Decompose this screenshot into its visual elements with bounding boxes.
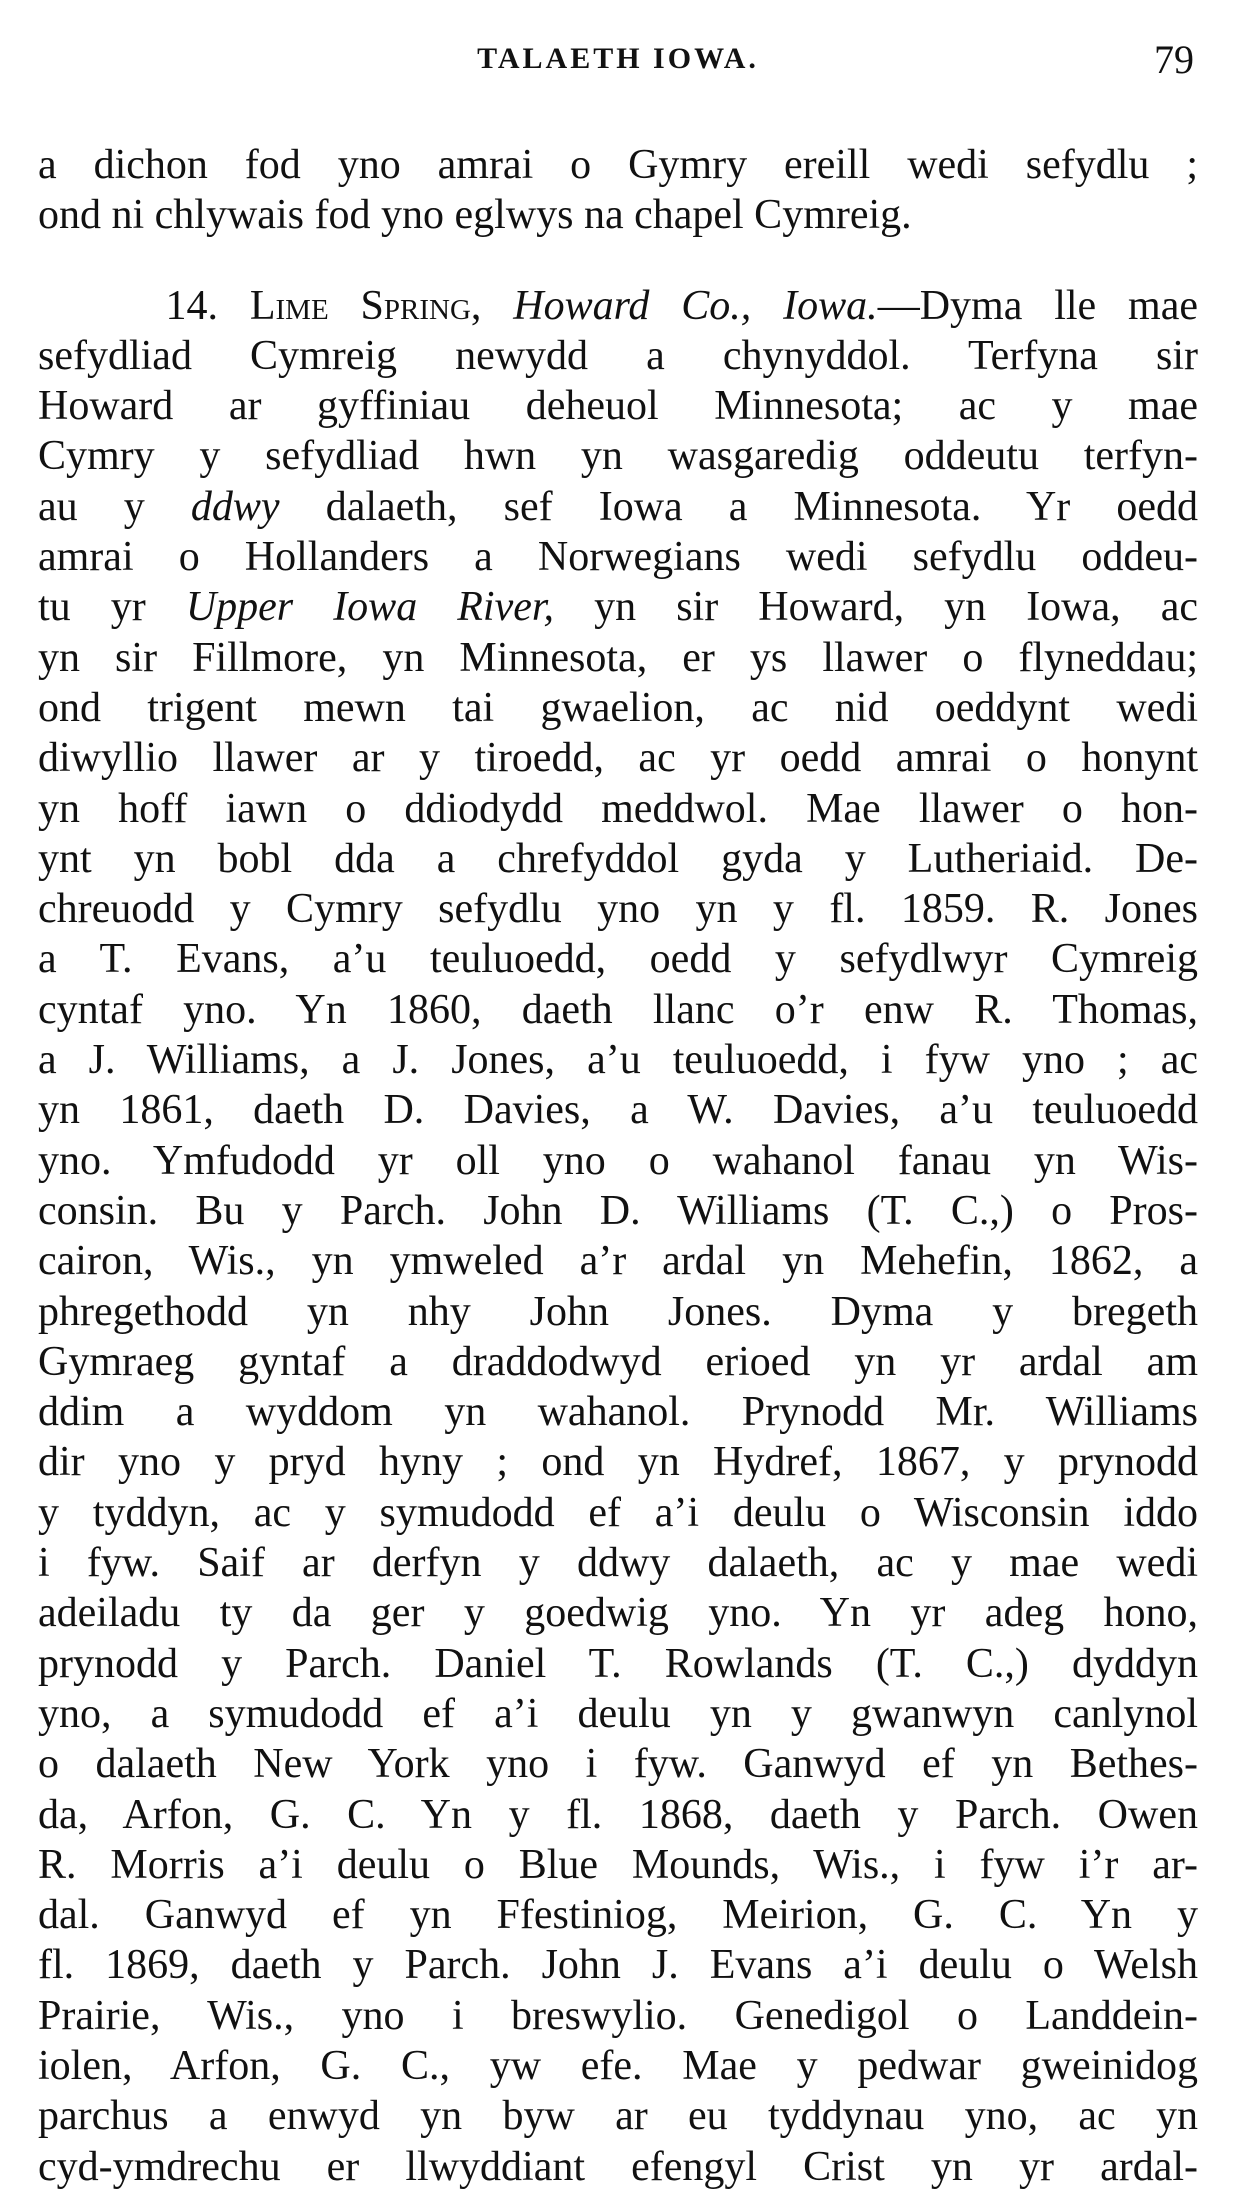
- page-number: 79: [1154, 37, 1194, 82]
- line-text: —Dyma lle mae: [877, 282, 1198, 329]
- text-line: ond ni chlywais fod yno eglwys na chapel Cymreig.: [38, 192, 912, 239]
- text-line: yno. Ymfudodd yr oll yno o wahanol fanau yn Wis-: [38, 1137, 1198, 1184]
- paragraph-lime-spring: [38, 281, 1198, 2192]
- text-line: chreuodd y Cymry sefydlu yno yn y fl. 1859. R. Jones: [38, 886, 1198, 933]
- text-line: cyntaf yno. Yn 1860, daeth llanc o’r enw R. Thomas,: [38, 986, 1198, 1033]
- text-line: yn sir Fillmore, yn Minnesota, er ys llawer o flyneddau;: [38, 634, 1198, 681]
- body-text: [38, 140, 1198, 2192]
- text-line: [38, 281, 1198, 331]
- text-line: a J. Williams, a J. Jones, a’u teuluoedd, i fyw yno ; ac: [38, 1037, 1198, 1084]
- page-header: [38, 30, 1198, 90]
- county-name: Howard Co., Iowa.: [513, 282, 878, 329]
- text-line: yno, a symudodd ef a’i deulu yn y gwanwyn canlynol: [38, 1690, 1198, 1737]
- text-line: y tyddyn, ac y symudodd ef a’i deulu o Wisconsin iddo: [38, 1489, 1198, 1536]
- text-line: ddim a wyddom yn wahanol. Prynodd Mr. Williams: [38, 1389, 1198, 1436]
- paragraph-continuation: [38, 140, 1198, 241]
- text-line: ond trigent mewn tai gwaelion, ac nid oeddynt wedi: [38, 684, 1198, 731]
- line-text: tu yr: [38, 584, 146, 631]
- text-line: Cymry y sefydliad hwn yn wasgaredig oddeutu terfyn-: [38, 433, 1198, 480]
- text-line: prynodd y Parch. Daniel T. Rowlands (T. C.,) dyddyn: [38, 1640, 1198, 1687]
- text-line: Gymraeg gyntaf a draddodwyd erioed yn yr ardal am: [38, 1338, 1198, 1385]
- running-title: TALAETH IOWA.: [477, 42, 759, 75]
- line-text: yn sir Howard, yn Iowa, ac: [594, 584, 1198, 631]
- text-line: cyd-ymdrechu er llwyddiant efengyl Crist yn yr ardal-: [38, 2143, 1198, 2190]
- italic-word: ddwy: [190, 483, 280, 530]
- text-line: consin. Bu y Parch. John D. Williams (T. C.,) o Pros-: [38, 1187, 1198, 1234]
- text-line: a dichon fod yno amrai o Gymry ereill wedi sefydlu ;: [38, 142, 1198, 188]
- text-line: sefydliad Cymreig newydd a chynyddol. Terfyna sir: [38, 332, 1198, 379]
- line-text: dalaeth, sef Iowa a Minnesota. Yr oedd: [325, 483, 1198, 530]
- text-line: dir yno y pryd hyny ; ond yn Hydref, 1867, y prynodd: [38, 1439, 1198, 1486]
- text-line: a T. Evans, a’u teuluoedd, oedd y sefydlwyr Cymreig: [38, 936, 1198, 983]
- text-line: dal. Ganwyd ef yn Ffestiniog, Meirion, G. C. Yn y: [38, 1892, 1198, 1939]
- text-line: fl. 1869, daeth y Parch. John J. Evans a’i deulu o Welsh: [38, 1942, 1198, 1989]
- paragraph-gap: [38, 241, 1198, 281]
- text-line: yn 1861, daeth D. Davies, a W. Davies, a’u teuluoedd: [38, 1087, 1198, 1134]
- text-line: [38, 582, 1198, 632]
- text-line: i fyw. Saif ar derfyn y ddwy dalaeth, ac y mae wedi: [38, 1540, 1198, 1587]
- italic-phrase: Upper Iowa River,: [185, 584, 555, 631]
- text-line: adeiladu ty da ger y goedwig yno. Yn yr adeg hono,: [38, 1590, 1198, 1637]
- text-line: phregethodd yn nhy John Jones. Dyma y bregeth: [38, 1288, 1198, 1335]
- book-page: [38, 30, 1198, 2190]
- text-line: ynt yn bobl dda a chrefyddol gyda y Lutheriaid. De-: [38, 835, 1198, 882]
- place-name: Lime Spring,: [249, 282, 482, 329]
- line-text: au y: [38, 483, 145, 530]
- text-line: da, Arfon, G. C. Yn y fl. 1868, daeth y Parch. Owen: [38, 1791, 1198, 1838]
- text-line: [38, 482, 1198, 532]
- section-number: 14.: [165, 282, 218, 329]
- text-line: cairon, Wis., yn ymweled a’r ardal yn Mehefin, 1862, a: [38, 1238, 1198, 1285]
- text-line: diwyllio llawer ar y tiroedd, ac yr oedd amrai o honynt: [38, 735, 1198, 782]
- text-line: parchus a enwyd yn byw ar eu tyddynau yno, ac yn: [38, 2093, 1198, 2140]
- text-line: R. Morris a’i deulu o Blue Mounds, Wis., i fyw i’r ar-: [38, 1841, 1198, 1888]
- text-line: Howard ar gyffiniau deheuol Minnesota; ac y mae: [38, 383, 1198, 430]
- text-line: iolen, Arfon, G. C., yw efe. Mae y pedwar gweinidog: [38, 2042, 1198, 2089]
- text-line: o dalaeth New York yno i fyw. Ganwyd ef yn Bethes-: [38, 1741, 1198, 1788]
- text-line: Prairie, Wis., yno i breswylio. Genedigol o Landdein-: [38, 1992, 1198, 2039]
- text-line: amrai o Hollanders a Norwegians wedi sefydlu oddeu-: [38, 534, 1198, 581]
- text-line: yn hoff iawn o ddiodydd meddwol. Mae llawer o hon-: [38, 785, 1198, 832]
